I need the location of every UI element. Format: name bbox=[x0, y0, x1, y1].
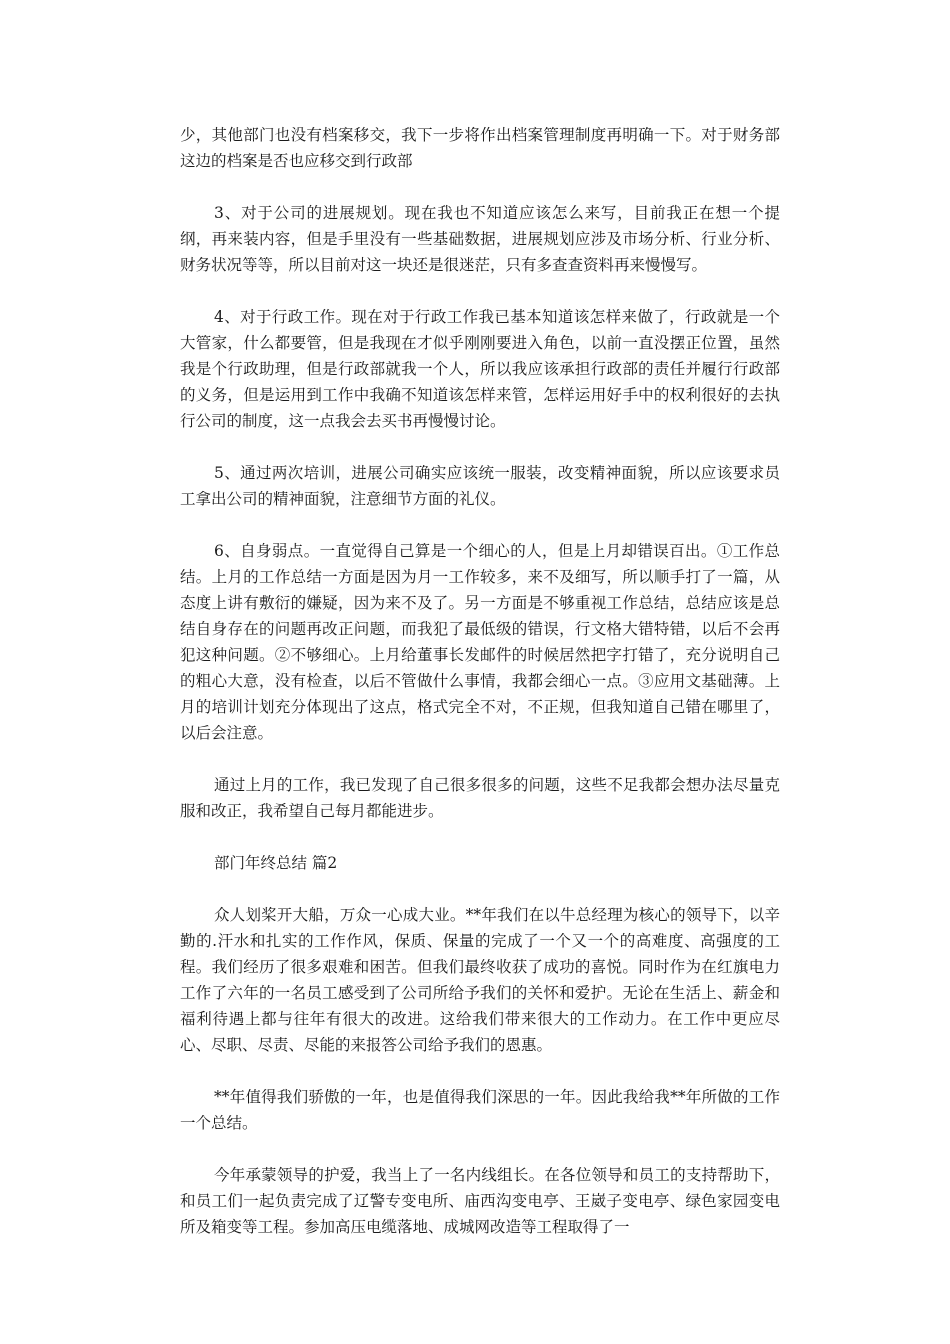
paragraph-section-intro: 众人划桨开大船，万众一心成大业。**年我们在以牛总经理为核心的领导下，以辛勤的.汗水和扎实的工作作风，保质、保量的完成了一个又一个的高难度、高强度的工程。我们经历了很多艰难和困苦。但我们最终收获了成功的喜悦。同时作为在红旗电力工作了六年的一名员工感受到了公司所给予我们的关怀和爱护。无论在生活上、薪金和福利待遇上都与往年有很大的改进。这给我们带来很大的工作动力。在工作中更应尽心、尽职、尽责、尽能的来报答公司给予我们的恩惠。 bbox=[180, 906, 780, 1054]
document-page bbox=[180, 122, 780, 1240]
paragraph-item-4: 4、对于行政工作。现在对于行政工作我已基本知道该怎样来做了，行政就是一个大管家，什么都要管，但是我现在才似乎刚刚要进入角色，以前一直没摆正位置，虽然我是个行政助理，但是行政部就我一个人，所以我应该承担行政部的责任并履行行政部的义务，但是运用到工作中我确不知道该怎样来管，怎样运用好手中的权利很好的去执行公司的制度，这一点我会去买书再慢慢讨论。 bbox=[180, 308, 780, 430]
paragraph-continuation: 少，其他部门也没有档案移交，我下一步将作出档案管理制度再明确一下。对于财务部这边的档案是否也应移交到行政部 bbox=[180, 126, 780, 170]
paragraph-conclusion: 通过上月的工作，我已发现了自己很多很多的问题，这些不足我都会想办法尽量克服和改正，我希望自己每月都能进步。 bbox=[180, 776, 780, 820]
paragraph-item-6: 6、自身弱点。一直觉得自己算是一个细心的人，但是上月却错误百出。①工作总结。上月的工作总结一方面是因为月一工作较多，来不及细写，所以顺手打了一篇，从态度上讲有敷衍的嫌疑，因为来不及了。另一方面是不够重视工作总结，总结应该是总结自身存在的问题再改正问题，而我犯了最低级的错误，行文格大错特错，以后不会再犯这种问题。②不够细心。上月给董事长发邮件的时候居然把字打错了，充分说明自己的粗心大意，没有检查，以后不管做什么事情，我都会细心一点。③应用文基础薄。上月的培训计划充分体现出了这点，格式完全不对，不正规，但我知道自己错在哪里了，以后会注意。 bbox=[180, 542, 780, 742]
section-heading: 部门年终总结 篇2 bbox=[214, 854, 338, 872]
paragraph-item-5: 5、通过两次培训，进展公司确实应该统一服装，改变精神面貌，所以应该要求员工拿出公司的精神面貌，注意细节方面的礼仪。 bbox=[180, 464, 780, 508]
paragraph-section-summary: **年值得我们骄傲的一年，也是值得我们深思的一年。因此我给我**年所做的工作一个总结。 bbox=[180, 1088, 780, 1132]
paragraph-item-3: 3、对于公司的进展规划。现在我也不知道应该怎么来写，目前我正在想一个提纲，再来装内容，但是手里没有一些基础数据，进展规划应涉及市场分析、行业分析、财务状况等等，所以目前对这一块还是很迷茫，只有多查查资料再来慢慢写。 bbox=[180, 204, 780, 274]
paragraph-section-work: 今年承蒙领导的护爱，我当上了一名内线组长。在各位领导和员工的支持帮助下，和员工们一起负责完成了辽警专变电所、庙西沟变电亭、王崴子变电亭、绿色家园变电所及箱变等工程。参加高压电缆落地、成城网改造等工程取得了一 bbox=[180, 1166, 780, 1236]
